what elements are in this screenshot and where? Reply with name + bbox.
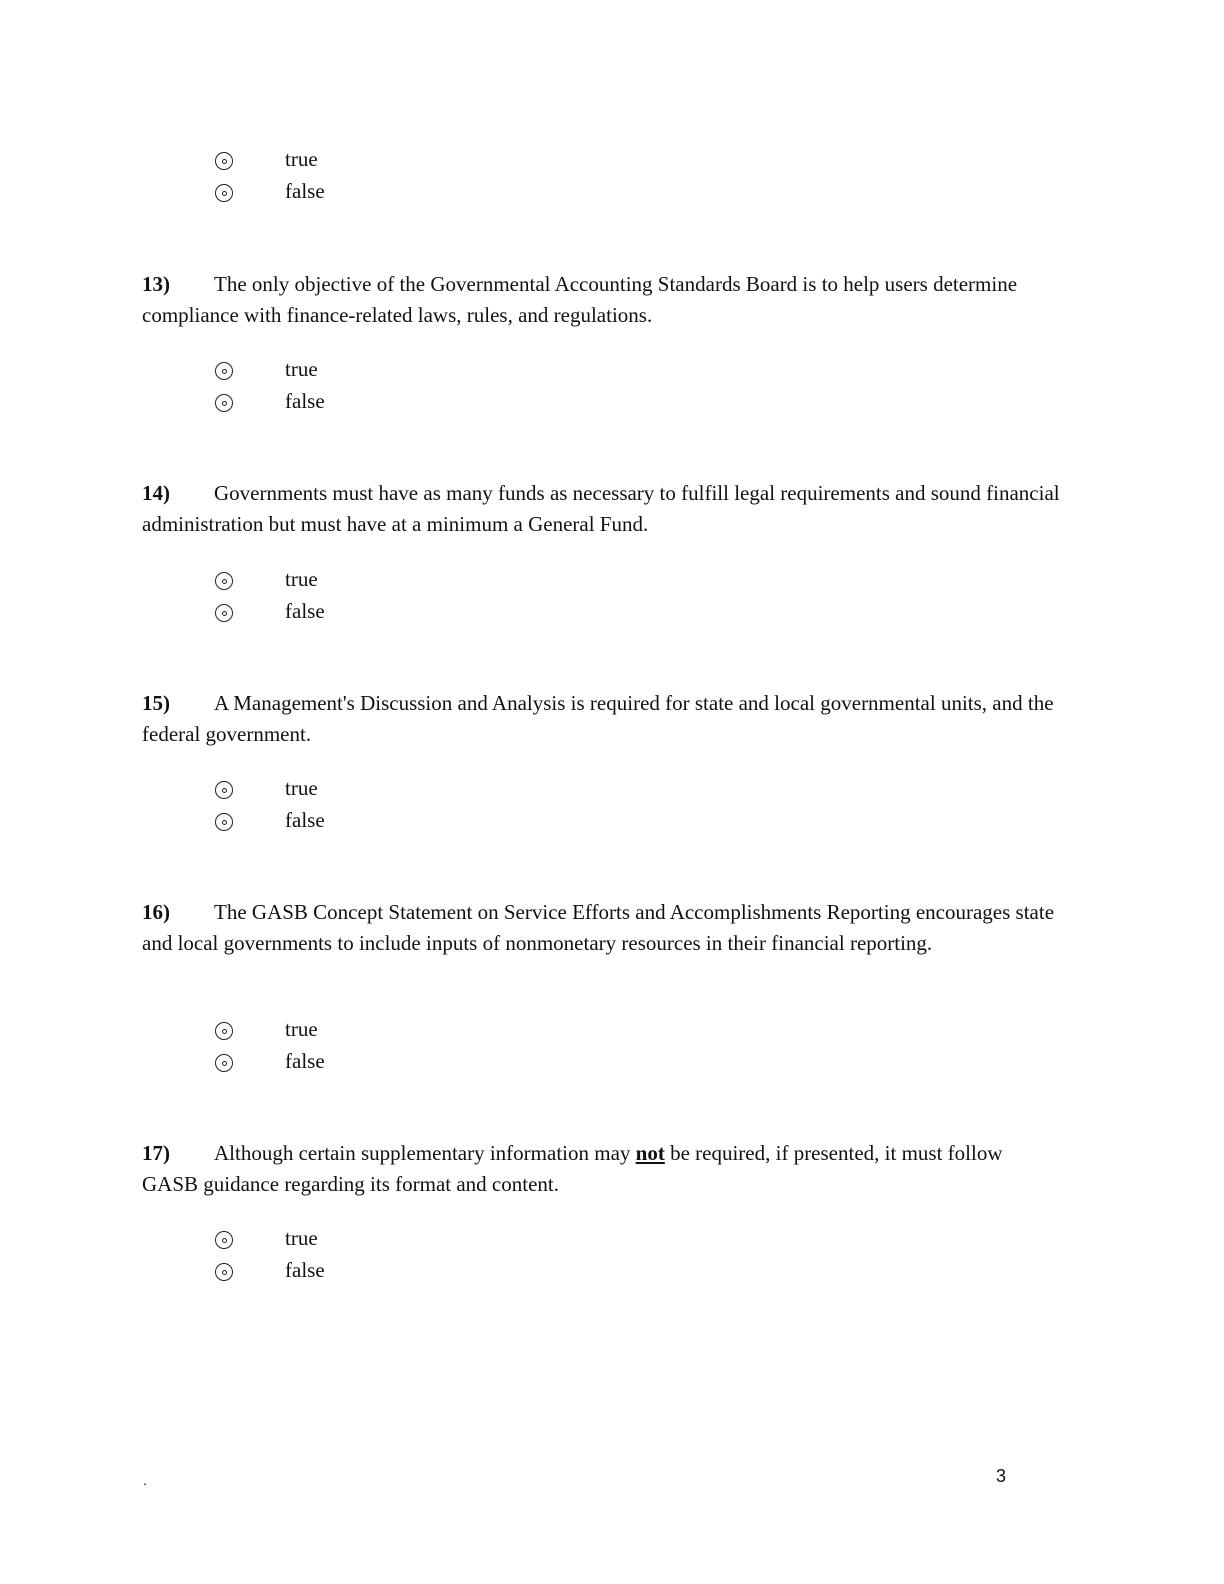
question-number: 17) [142, 1141, 170, 1165]
radio-icon[interactable] [215, 1022, 233, 1040]
option-label: false [285, 599, 325, 623]
q14-option-false[interactable] [215, 599, 515, 634]
question-15 [142, 688, 1062, 750]
radio-icon[interactable] [215, 1263, 233, 1281]
question-text: The only objective of the Governmental Accounting Standards Board is to help users determine compliance with finance-related laws, rules, and regulations. [142, 272, 1018, 327]
q12-option-true[interactable] [215, 147, 515, 182]
option-label: false [285, 389, 325, 413]
option-label: true [285, 1017, 318, 1041]
radio-icon[interactable] [215, 152, 233, 170]
option-label: false [285, 179, 325, 203]
page-number: 3 [996, 1466, 1007, 1486]
radio-icon[interactable] [215, 184, 233, 202]
question-16 [142, 897, 1062, 959]
q15-option-true[interactable] [215, 776, 515, 811]
radio-icon[interactable] [215, 781, 233, 799]
question-number: 15) [142, 691, 170, 715]
radio-icon[interactable] [215, 1231, 233, 1249]
option-label: false [285, 1258, 325, 1282]
q12-option-false[interactable] [215, 179, 515, 214]
q14-option-true[interactable] [215, 567, 515, 602]
question-text [142, 1141, 1003, 1196]
option-label: true [285, 567, 318, 591]
option-label: true [285, 357, 318, 381]
option-label: true [285, 147, 318, 171]
option-label: false [285, 1049, 325, 1073]
footer-mark: . [143, 1472, 147, 1488]
q13-option-true[interactable] [215, 357, 515, 392]
question-text: Governments must have as many funds as necessary to fulfill legal requirements and sound financial administration but must have at a minimum a General Fund. [142, 481, 1060, 536]
question-number: 16) [142, 900, 170, 924]
radio-icon[interactable] [215, 604, 233, 622]
q16-option-false[interactable] [215, 1049, 515, 1084]
option-label: true [285, 776, 318, 800]
radio-icon[interactable] [215, 813, 233, 831]
question-number: 14) [142, 481, 170, 505]
radio-icon[interactable] [215, 362, 233, 380]
q17-option-true[interactable] [215, 1226, 515, 1261]
question-number: 13) [142, 272, 170, 296]
radio-icon[interactable] [215, 1054, 233, 1072]
question-text-before: Although certain supplementary information may [214, 1141, 636, 1165]
question-text: The GASB Concept Statement on Service Efforts and Accomplishments Reporting encourages state and local governments to include inputs of nonmonetary resources in their financial reporting. [142, 900, 1055, 955]
option-label: false [285, 808, 325, 832]
q15-option-false[interactable] [215, 808, 515, 843]
question-13 [142, 269, 1062, 331]
q17-option-false[interactable] [215, 1258, 515, 1293]
option-label: true [285, 1226, 318, 1250]
radio-icon[interactable] [215, 572, 233, 590]
question-14 [142, 478, 1062, 540]
question-text: A Management's Discussion and Analysis is required for state and local governmental units, and the federal government. [142, 691, 1054, 746]
question-text-after: be required, if presented, it must follow GASB guidance regarding its format and content. [142, 1141, 1003, 1196]
radio-icon[interactable] [215, 394, 233, 412]
q13-option-false[interactable] [215, 389, 515, 424]
question-17 [142, 1138, 1062, 1200]
emphasis-not: not [635, 1141, 665, 1165]
q16-option-true[interactable] [215, 1017, 515, 1052]
